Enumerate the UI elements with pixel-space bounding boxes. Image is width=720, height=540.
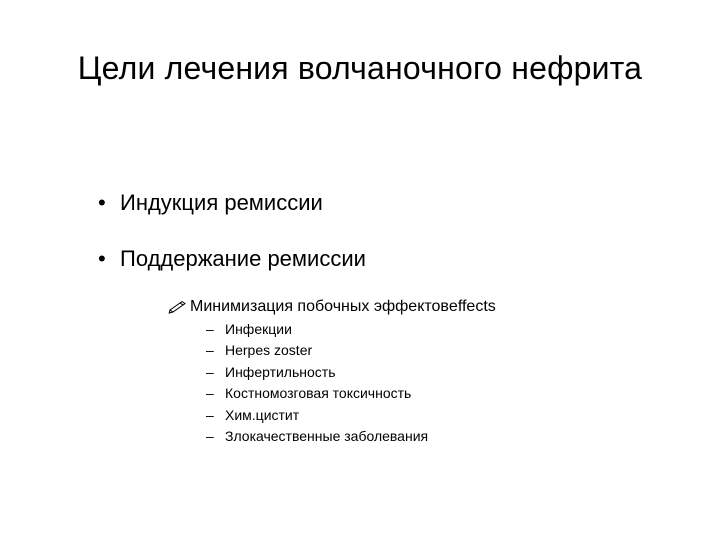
list-item-text: Хим.цистит — [225, 406, 300, 423]
list-item — [206, 318, 428, 340]
dash-marker: – — [206, 385, 214, 402]
bullet-item — [98, 188, 366, 218]
sub-bullet-text: Минимизация побочных эффектовeffects — [190, 298, 496, 315]
list-item — [206, 340, 428, 362]
bullet-text: Индукция ремиссии — [120, 190, 323, 215]
list-item-text: Злокачественные заболевания — [225, 428, 429, 445]
dash-marker: – — [206, 363, 214, 380]
bullet-marker: • — [98, 246, 106, 271]
dash-marker: – — [206, 320, 214, 337]
dash-marker: – — [206, 406, 214, 423]
slide-title: Цели лечения волчаночного нефрита — [77, 50, 643, 86]
list-item — [206, 426, 428, 448]
list-item-text: Инфекции — [225, 320, 292, 337]
list-item-text: Инфертильность — [225, 363, 336, 380]
pencil-icon — [168, 299, 188, 315]
bullet-marker: • — [98, 190, 106, 215]
bullet-item — [98, 244, 366, 274]
bullet-text: Поддержание ремиссии — [120, 246, 366, 271]
list-item — [206, 404, 428, 426]
dash-marker: – — [206, 342, 214, 359]
dash-marker: – — [206, 428, 214, 445]
list-item-text: Herpes zoster — [225, 342, 313, 359]
bullet-list — [98, 188, 366, 300]
list-item-text: Костномозговая токсичность — [225, 385, 412, 402]
list-item — [206, 361, 428, 383]
sub-sub-bullet-list — [206, 318, 428, 447]
list-item — [206, 383, 428, 405]
sub-bullet-item — [168, 296, 496, 318]
